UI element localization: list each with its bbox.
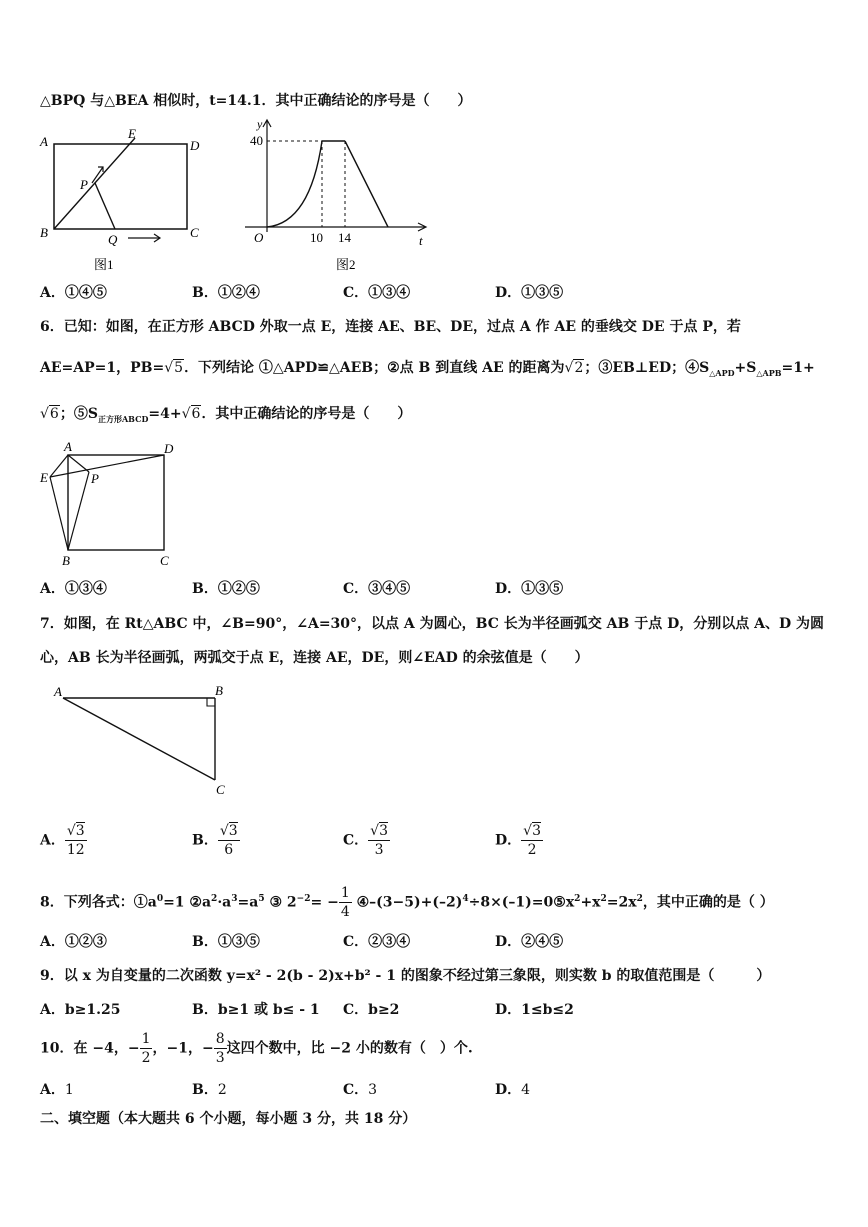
- fig7-label-b: B: [215, 683, 223, 698]
- fig1-label-e: E: [128, 126, 136, 141]
- fig2-label-y: y: [257, 117, 263, 131]
- fig6-label-b: B: [62, 553, 70, 568]
- q8-question: 8．下列各式：$①a^0=1$ $②a^2\cdot a^3=a^5$ ③ $2^{-2}=$ − $\frac{1}{4}$ $④-(3-5)+(-2)^4\div 8\times(-1)=0⑤x^2+x^2=2x^2$，其中正确的是（ ）: [40, 885, 774, 920]
- q9-option-c[interactable]: C．b≥2: [343, 1002, 400, 1018]
- fig1-label-c: C: [190, 225, 199, 240]
- q9-option-a[interactable]: A．b≥1.25: [40, 1002, 121, 1018]
- q7-line-1: 7．如图，在 Rt△ABC 中，∠B=90°，∠A=30°，以点 A 为圆心，BC 长为半径画弧交 AB 于点 D，分别以点 A、D 为圆: [40, 616, 824, 632]
- q10-option-d[interactable]: D．4: [495, 1082, 531, 1098]
- q5-text-tail: △BPQ 与△BEA 相似时，t=14.1．其中正确结论的序号是（ ）: [40, 93, 472, 109]
- q9-question: 9．以 x 为自变量的二次函数 y=x² - 2(b - 2)x+b² - 1 的图象不经过第三象限，则实数 b 的取值范围是（ ）: [40, 968, 771, 984]
- q6-option-c[interactable]: C．③④⑤: [343, 581, 411, 597]
- fig1-label-b: B: [40, 225, 48, 240]
- fig6-label-d: D: [164, 441, 174, 456]
- section-2-heading: 二、填空题（本大题共 6 个小题，每小题 3 分，共 18 分）: [40, 1111, 417, 1127]
- fig6-label-c: C: [160, 553, 169, 568]
- fig2-label-t: t: [419, 233, 423, 248]
- fig2-label-40: 40: [250, 133, 263, 148]
- fig1-label-q: Q: [108, 232, 118, 247]
- q5-option-c[interactable]: C．①③④: [343, 285, 411, 301]
- fig1-label-a: A: [40, 134, 48, 149]
- q6-option-a[interactable]: A．①③④: [40, 581, 107, 597]
- q9-option-d[interactable]: D．1≤b≤2: [495, 1002, 574, 1018]
- q5-figure-1: [36, 125, 216, 275]
- fig2-caption: 图2: [336, 257, 356, 272]
- q8-option-b[interactable]: B．①③⑤: [192, 934, 260, 950]
- q10-option-c[interactable]: C．3: [343, 1082, 378, 1098]
- fig2-label-10: 10: [310, 230, 323, 245]
- q10-option-a[interactable]: A．1: [40, 1082, 74, 1098]
- fig7-label-c: C: [216, 782, 225, 797]
- q7-option-a[interactable]: A． $\frac{√3}{12}$: [40, 823, 85, 858]
- q10-question: 10．在 −4，− $\frac{1}{2}$ ，−1，− $\frac{8}{3}$ 这四个数中，比 −2 小的数有（ ）个.: [40, 1031, 473, 1066]
- q9-option-b[interactable]: B．b≥1 或 b≤ - 1: [192, 1002, 320, 1018]
- q8-option-c[interactable]: C．②③④: [343, 934, 411, 950]
- fig7-label-a: A: [54, 684, 62, 699]
- q7-option-c[interactable]: C． $\frac{√3}{3}$: [343, 823, 388, 858]
- q8-option-d[interactable]: D．②④⑤: [495, 934, 564, 950]
- q6-line-1: 6．已知：如图，在正方形 ABCD 外取一点 E，连接 AE、BE、DE，过点 A 作 AE 的垂线交 DE 于点 P，若: [40, 319, 741, 335]
- q7-option-d[interactable]: D． $\frac{√3}{2}$: [495, 823, 541, 858]
- q10-option-b[interactable]: B．2: [192, 1082, 227, 1098]
- q8-option-a[interactable]: A．①②③: [40, 934, 107, 950]
- fig2-label-14: 14: [338, 230, 351, 245]
- q7-figure: [50, 682, 240, 802]
- fig1-caption: 图1: [94, 257, 114, 272]
- q6-line-2: AE=AP=1，PB=√5．下列结论 ①△APD≌△AEB；②点 B 到直线 AE 的距离为√2；③EB⊥ED；$④S_{\triangle APD}+S_{\triangle APB}=1+$: [40, 360, 815, 378]
- fig1-label-d: D: [190, 138, 200, 153]
- q5-option-d[interactable]: D．①③⑤: [495, 285, 564, 301]
- q7-option-b[interactable]: B． $\frac{√3}{6}$: [192, 823, 238, 858]
- q5-option-a[interactable]: A．①④⑤: [40, 285, 107, 301]
- fig2-label-o: O: [254, 230, 264, 245]
- fig1-label-p: P: [80, 177, 88, 192]
- fig6-label-p: P: [91, 471, 99, 486]
- fig6-label-e: E: [40, 470, 48, 485]
- fig6-label-a: A: [64, 439, 72, 454]
- q6-figure: [38, 438, 188, 573]
- q5-figure-2: [240, 115, 440, 275]
- q6-option-d[interactable]: D．①③⑤: [495, 581, 564, 597]
- q5-option-b[interactable]: B．①②④: [192, 285, 260, 301]
- q6-line-3: √6；$⑤S_{正方形ABCD}=4+√6$．其中正确结论的序号是（ ）: [40, 406, 412, 424]
- q7-line-2: 心，AB 长为半径画弧，两弧交于点 E，连接 AE，DE，则∠EAD 的余弦值是（ ）: [40, 650, 589, 666]
- q6-option-b[interactable]: B．①②⑤: [192, 581, 260, 597]
